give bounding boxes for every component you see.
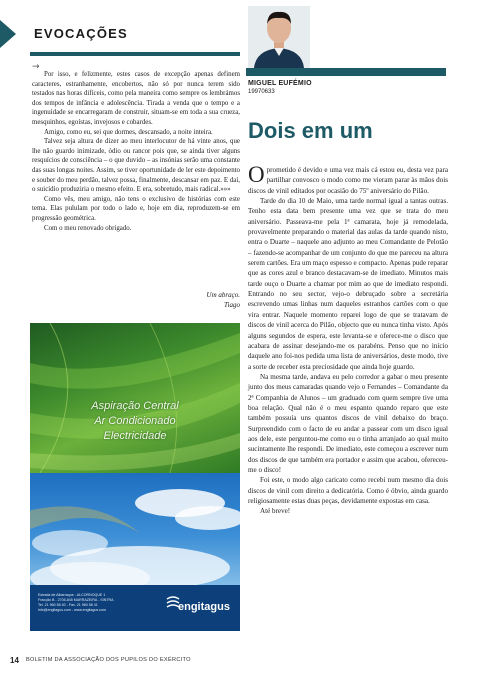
left-paragraph: Com o meu renovado obrigado. — [44, 224, 132, 232]
ad-service-2: Ar Condicionado — [94, 415, 176, 427]
article-paragraph: Na mesma tarde, andava eu pelo corredor a gabar o meu presente junto dos meus camaradas quando vejo o Fernandes – Comandante da 2ª Companhia de Alunos – um graduado com quem sempre tive uma boa relação. Qual não é o meu espanto quando reparo que este também possuía uns quantos discos de vinil debaixo do braço. Surpreendido com o facto de eu andar a passear com um disco igual aos dele, este perguntou-me como eu o tinha arranjado ao qual muito sucintamente lhe respondi. De imediato, este começou a escrever num dos discos de que também era portador e assim que acabou, ofereceu-me o disco! — [248, 372, 448, 474]
author-rule — [246, 68, 446, 76]
left-paragraph: Talvez seja altura de dizer ao meu interlocutor de há vinte anos, que lhe não guardo inimizade, ódio ou rancor pois que, se ainda tiver alguns resquícios de consciência – o que duvido – as insónias serão uma constante das suas longas noites. Assim, se tiver oportunidade de ler este depoimento e souber do meu perdão, talvez possa, finalmente, descansar em paz. E daí, o suicídio produziria o mesmo efeito. E era, sobretudo, mais radical.»»» — [32, 138, 240, 194]
publication-name: BOLETIM DA ASSOCIAÇÃO DOS PUPILOS DO EXÉRCITO — [26, 657, 191, 663]
section-title: EVOCAÇÕES — [34, 26, 128, 41]
left-column-text — [32, 70, 240, 233]
letter-signoff — [32, 290, 240, 310]
author-name: MIGUEL EUFÉMIO — [248, 80, 312, 87]
drop-cap: O — [248, 162, 265, 187]
ad-service-1: Aspiração Central — [91, 400, 179, 412]
ad-address-line: Estrada de Albarraque - ALCORNOQUE 1 — [38, 593, 106, 597]
ad-service-3: Electricidade — [103, 430, 167, 442]
ad-leaf-image — [30, 323, 240, 473]
ad-address-line: info@engitagus.com - www.engitagus.com — [38, 608, 106, 612]
article-paragraph: Foi este, o modo algo caricato como recebi num mesmo dia dois discos de vinil com direito a dedicatória. Como é óbvio, ainda guardo religiosamente estas duas peças, devidamente expostas em casa. — [248, 476, 448, 505]
right-column-text — [248, 162, 448, 517]
article-paragraph: Tarde do dia 10 de Maio, uma tarde normal igual a tantas outras. Tenho esta data bem presente uma vez que se trata do meu aniversário. Passeava-me pela 1ª camarata, hoje já remodelada, provavelmente preparando o material das aulas da tarde quando nisto, entra o Duarte – naquele ano adjunto ao meu Comandante de Pelotão – fazendo-se acompanhar de um conjunto do que me pareceu na altura serem cartões. Era um maço espesso e compacto. Apenas pude reparar que as cores azul e branco destacavam-se de imediato. Minutos mais tarde ouço o Duarte a chamar por mim ao que de imediato respondi. Entrando no seu sector, vejo-o debruçado sobre a secretária escrevendo umas linhas num daqueles estranhos cartões com o que vira entrar. Naquele momento reparei logo de que se tratavam de discos de vinil acerca do Pilão, objecto que eu nunca tinha visto. Após alguns segundos de espera, este levanta-se e oferece-me o disco que acabara de assinar desejando-me os parabéns. Penso que no início daquele ano foi-nos pedida uma lista de aniversários, deste modo, tive a sorte de receber esta preciosidade que ainda hoje guardo. — [248, 197, 448, 371]
article-first-paragraph — [248, 162, 448, 196]
article-paragraph: Até breve! — [260, 507, 291, 516]
page-number: 14 — [10, 656, 19, 665]
signoff-greeting: Um abraço. — [206, 291, 240, 299]
author-portrait — [248, 6, 310, 68]
header-rule — [30, 52, 240, 56]
first-paragraph-text: prometido é devido e uma vez mais cá estou eu, desta vez para partilhar convosco o modo como me vieram parar às mãos dois discos de vinil editados por ocasião do 75º aniversário do Pilão. — [248, 166, 448, 195]
leaf-illustration — [30, 323, 240, 473]
left-paragraph: Como vês, meu amigo, não tens o exclusivo de histórias com este tema. Elas pululam por todo o lado e, hoje em dia, reproduzem-se em progressão geométrica. — [32, 195, 240, 222]
ad-brand-name: engitagus — [178, 601, 230, 613]
author-number: 19970633 — [248, 89, 275, 95]
continued-arrow-icon: → — [32, 62, 40, 72]
signoff-name: Tiago — [224, 301, 240, 309]
ad-address-line: Tel. 21 960 58 40 - Fax. 21 960 58 41 — [38, 603, 98, 607]
ad-contact-block — [38, 593, 148, 613]
engitagus-advertisement — [30, 323, 240, 631]
left-paragraph: Amigo, como eu, sei que dormes, descansado, a noite inteira. — [44, 128, 213, 136]
author-photo — [248, 6, 310, 68]
left-paragraph: Por isso, e felizmente, estes casos de excepção apenas definem caracteres, estranhamente, encobertos, não só por nunca terem sido testados nas horas difíceis, como pela maneira como sempre os lembrámos dos tempos de infância e adolescência. Tirada a venda que o tempo e a ingenuidade se encarregaram de construir, situam-se em toda a sua crueza, mesquinhos, egoístas, invejosos e cobardes. — [32, 71, 240, 126]
section-arrow-icon — [0, 20, 16, 48]
ad-address-line: Fracção B - 2705-845 MARRAZEIRA - SINTRA — [38, 598, 114, 602]
article-title: Dois em um — [248, 118, 373, 143]
